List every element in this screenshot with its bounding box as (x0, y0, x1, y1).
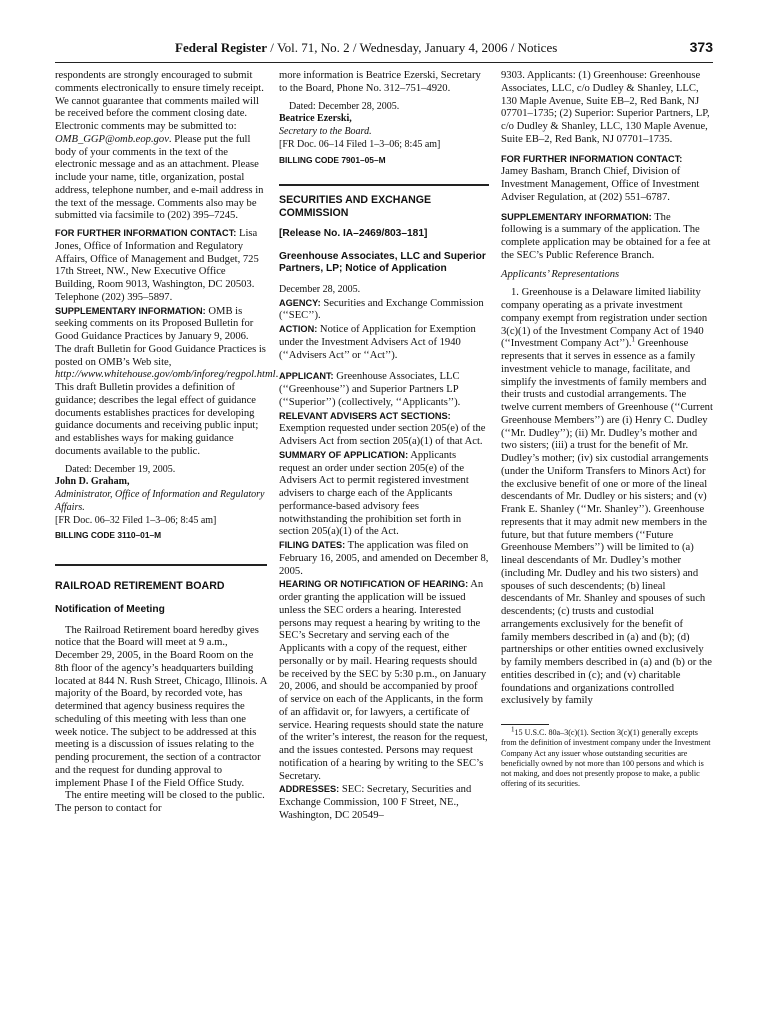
addresses-continuation: 9303. Applicants: (1) Greenhouse: Greenhouse Associates, LLC, c/o Dudley & Shanley, LLC, 130 Maple Avenue, Suite EB–2, Red Bank, NJ 07701–1735; (2) Superior: Superior Partners, LP, c/o Dudley & Shanley, LLC, 130 Maple Avenue, Suite EB–2, Red Bank, NJ 07701–1735. (501, 70, 710, 145)
subject-heading: Greenhouse Associates, LLC and Superior Partners, LP; Notice of Application (279, 250, 486, 275)
filing-dates-label: FILING DATES: (279, 540, 346, 550)
footnote-reference[interactable]: 1 (631, 335, 636, 344)
representation-paragraph-1: 1. Greenhouse is a Delaware limited liability company operating as a private investment company exempt from registration under section 3(c)(1) of the Investment Company Act of 1940 (‘‘Investment Company Act’’).$^1$ Greenhouse represents that it serves in essence as a family investment vehicle to manage, facilitate, and simplify the investments of family members and their trusts and custodial arrangements. The twelve current members of Greenhouse (‘‘Current Greenhouse Members’’) are (i) Henry C. Dudley (‘‘Mr. Dudley’’); (ii) Mr. Dudley’s mother and two sisters; (iii) a trust for the benefit of Mr. Dudley’s mother; (iv) six custodial arrangements (under the Uniform Transfers to Minors Act) for the exclusive benefit of one or more of the lineal descendants of Mr. Dudley or his sisters; and (v) Frank E. Shanley (‘‘Mr. Shanley’’). Greenhouse represents that it may admit new members in the future, but that future members (‘‘Future Greenhouse Members’’) will be limited to (a) lineal descendants of Mr. Dudley’s mother (including Mr. Dudley and his two sisters) and spouses of such descendents; (b) lineal descendants of Mr. Shanley and spouses of such descendents; (c) trusts and custodial arrangements exclusively for the benefit of family members described in (a) and (b); (d) partnerships or other entities owned exclusively by family members described in (a) and (b) or the entities described in (c); and (v) charitable foundations and organizations controlled exclusively by family (501, 287, 713, 707)
subject-heading: Notification of Meeting (55, 604, 165, 615)
section-rule (55, 564, 267, 566)
contact-label: FOR FURTHER INFORMATION CONTACT: (501, 153, 683, 164)
contact-label: FOR FURTHER INFORMATION CONTACT: (55, 228, 237, 238)
comments-paragraph: respondents are strongly encouraged to submit comments electronically to ensure timely receipt. We cannot guarantee that comments mailed will be received before the comment closing date. Electronic comments may be submitted to: OMB_GGP@omb.eop.gov. Please put the full body of your comments in the text of the electronic message and as an attachment. Please include your name, title, organization, postal address, telephone number, and e-mail address in the text of the message. Comments also may be submitted via facsimile to (202) 395–7245. (55, 70, 264, 222)
signer-name: Beatrice Ezerski, (279, 113, 352, 125)
page-header (55, 40, 713, 60)
relevant-sections-label: RELEVANT ADVISERS ACT SECTIONS: (279, 410, 451, 421)
relevant-sections-label-line (279, 410, 489, 424)
issue-details: Vol. 71, No. 2 / Wednesday, January 4, 2006 / Notices (276, 40, 558, 55)
email-link[interactable]: OMB_GGP@omb.eop.gov (55, 133, 169, 145)
applicant-paragraph: APPLICANT: Greenhouse Associates, LLC (‘‘Greenhouse’’) and Superior Partners LP (‘‘Superior’’) (collectively, ‘‘Applicants’’). (279, 371, 461, 408)
agency-label: AGENCY: (279, 297, 321, 308)
supplementary-paragraph: SUPPLEMENTARY INFORMATION: OMB is seeking comments on its Proposed Bulletin for Good Guidance Practices by January 9, 2006. The draft Bulletin for Good Guidance Practices is posted on OMB’s Web site, http://www.whitehouse.gov/omb/inforeg/regpol.html. This draft Bulletin provides a definition of guidance; describes the legal effect of guidance documents establishes practices for developing guidance documents and receiving public input; and establishes ways for making guidance documents available to the public. (55, 305, 279, 457)
contact-continuation: more information is Beatrice Ezerski, Secretary to the Board, Phone No. 312–751–4920. (279, 70, 481, 94)
summary-label: SUMMARY OF APPLICATION: (279, 449, 409, 460)
contact-paragraph: FOR FURTHER INFORMATION CONTACT: Lisa Jones, Office of Information and Regulatory Affairs, Office of Management and Budget, 725 17th Street, NW., New Executive Office Building, Room 9013, Washington, DC 20503. Telephone (202) 395–5897. (55, 228, 259, 303)
addresses-paragraph: ADDRESSES: SEC: Secretary, Securities and Exchange Commission, 100 F Street, NE., Washington, DC 20549– (279, 784, 472, 821)
supplementary-label: SUPPLEMENTARY INFORMATION: (501, 211, 652, 222)
summary-paragraph: SUMMARY OF APPLICATION: Applicants request an order under section 205(e) of the Advisers Act to permit registered investment advisers to charge each of the Applicants performance-based advisory fees notwithstanding the prohibition set forth in section 205(a)(1) of the Act. (279, 449, 469, 538)
meeting-closed-paragraph: The entire meeting will be closed to the public. The person to contact for (55, 790, 265, 814)
hearing-label: HEARING OR NOTIFICATION OF HEARING: (279, 579, 469, 590)
relevant-sections-paragraph: Exemption requested under section 205(e) of the Advisers Act from section 205(a)(1) of that Act. (279, 423, 486, 447)
signer-title: Administrator, Office of Information and Regulatory Affairs. (55, 489, 265, 513)
footnote-number: 1 (511, 725, 515, 734)
action-label: ACTION: (279, 324, 318, 334)
agency-paragraph: AGENCY: Securities and Exchange Commission (‘‘SEC’’). (279, 297, 484, 322)
representations-heading: Applicants’ Representations (501, 268, 620, 280)
fr-doc-line: [FR Doc. 06–14 Filed 1–3–06; 8:45 am] (279, 138, 441, 150)
notice-date: December 28, 2005. (279, 283, 361, 295)
footnote-rule (501, 724, 549, 725)
dated-line: Dated: December 28, 2005. (289, 100, 400, 112)
billing-code: BILLING CODE 3110–01–M (55, 530, 162, 541)
billing-code: BILLING CODE 7901–05–M (279, 154, 386, 165)
page-number: 373 (689, 39, 713, 55)
contact-label-line (501, 153, 713, 167)
action-paragraph: ACTION: Notice of Application for Exemption under the Investment Advisers Act of 1940 (‘‘Advisers Act’’ or ‘‘Act’’). (279, 324, 476, 361)
column-3 (501, 70, 713, 790)
omb-url-link[interactable]: http://www.whitehouse.gov/omb/inforeg/regpol.html (55, 369, 276, 381)
dated-line: Dated: December 19, 2005. (65, 463, 176, 475)
column-2 (279, 70, 489, 823)
agency-heading: RAILROAD RETIREMENT BOARD (55, 580, 225, 592)
column-1 (55, 70, 279, 816)
footnote-1: $^1$15 U.S.C. 80a–3(c)(1). Section 3(c)(1) generally excepts from the definition of investment company under the Investment Company Act any issuer whose outstanding securities are beneficially owned by not more than 100 persons and which is not making, and does not presently propose to make, a public offering of its securities. (501, 725, 711, 789)
addresses-label: ADDRESSES: (279, 784, 340, 795)
signer-title: Secretary to the Board. (279, 126, 372, 137)
section-rule (279, 184, 489, 186)
running-head (175, 40, 557, 56)
fr-doc-line: [FR Doc. 06–32 Filed 1–3–06; 8:45 am] (55, 514, 217, 526)
header-rule (55, 62, 713, 63)
meeting-paragraph: The Railroad Retirement board heredby gives notice that the Board will meet at 9 a.m., December 29, 2005, in the Board Room on the 8th floor of the agency’s headquarters building located at 844 N. Rush Street, Chicago, Illinois. A majority of the Board, by recorded vote, has determined that agency business requires the scheduling of this meeting with less than one week notice. The subject to be addressed at this meeting is a discussion of issues relating to the pending procurement, the section of a contractor and the request for dunding approval to implement Phase I of the Field Office Study. (55, 624, 267, 789)
signer-name: John D. Graham, (55, 476, 130, 488)
journal-title: Federal Register (175, 40, 268, 55)
filing-dates-paragraph: FILING DATES: The application was filed on February 16, 2005, and amended on December 8, 2005. (279, 540, 489, 577)
issue-details-sep: / (267, 40, 277, 55)
contact-paragraph: Jamey Basham, Branch Chief, Division of Investment Management, Office of Investment Adviser Regulation, at (202) 551–6787. (501, 166, 700, 203)
release-number: [Release No. IA–2469/803–181] (279, 228, 428, 240)
hearing-paragraph: HEARING OR NOTIFICATION OF HEARING: An order granting the application will be issued unless the SEC orders a hearing. Interested persons may request a hearing by writing to the SEC’s Secretary and serving each of the Applicants with a copy of the request, either personally or by mail. Hearing requests should be received by the SEC by 5:30 p.m., on January 20, 2006, and should be accompanied by proof of service on each of the Applicants, in the form of an affidavit or, for lawyers, a certificate of service. Hearing requests should state the nature of the writer’s interest, the reason for the request, and the issues contested. Persons may request notification of a hearing by writing to the SEC’s Secretary. (279, 579, 488, 782)
agency-heading: SECURITIES AND EXCHANGE COMMISSION (279, 194, 432, 220)
applicant-label: APPLICANT: (279, 371, 334, 382)
supplementary-paragraph: SUPPLEMENTARY INFORMATION: The following is a summary of the application. The complete application may be obtained for a fee at the SEC’s Public Reference Branch. (501, 211, 711, 261)
supplementary-label: SUPPLEMENTARY INFORMATION: (55, 305, 206, 316)
